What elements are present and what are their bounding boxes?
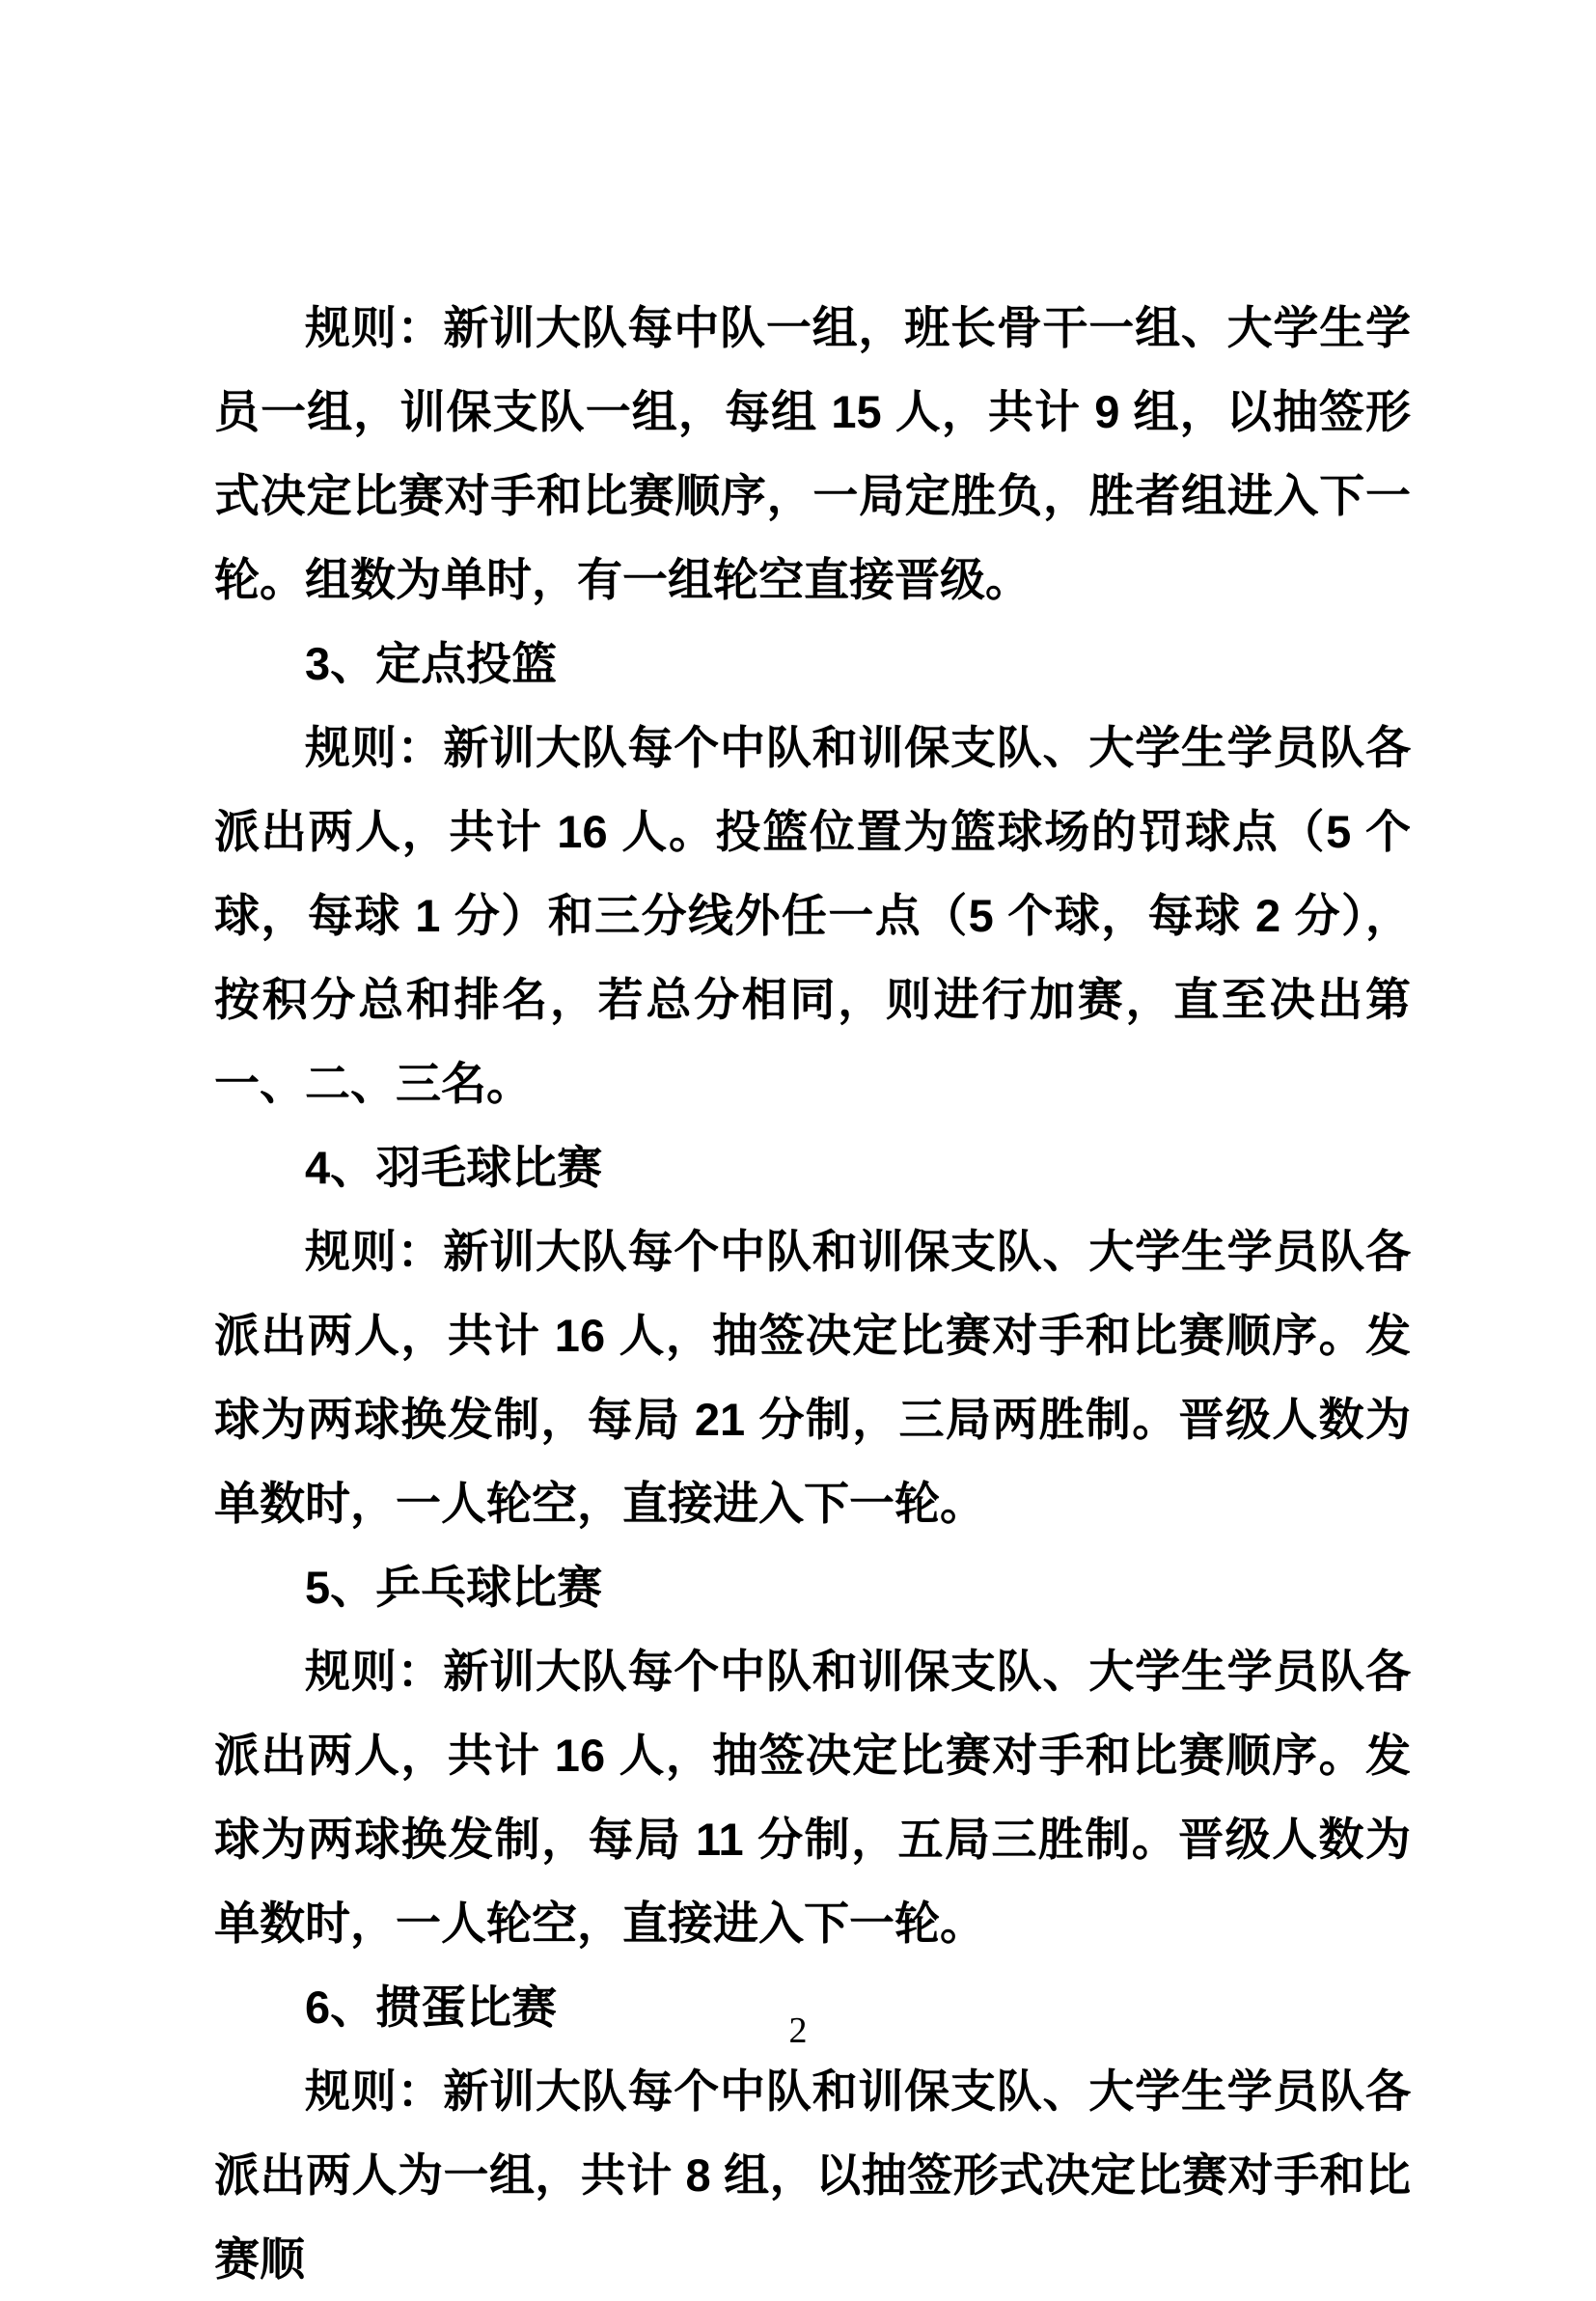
rule-paragraph-guandan: 规则：新训大队每个中队和训保支队、大学生学员队各派出两人为一组，共计 8 组，以抽签形式决定比赛对手和比赛顺 bbox=[214, 2065, 1411, 2285]
section-heading-3: 3、定点投篮 bbox=[305, 638, 558, 689]
rule-paragraph-shooting: 规则：新训大队每个中队和训保支队、大学生学员队各派出两人，共计 16 人。投篮位置为篮球场的罚球点（5 个球，每球 1 分）和三分线外任一点（5 个球，每球 2 分），按积分总和排名，若总分相同，则进行加赛，直至决出第一、二、三名。 bbox=[214, 722, 1411, 1109]
page-number: 2 bbox=[788, 2010, 808, 2051]
rule-paragraph-table-tennis: 规则：新训大队每个中队和训保支队、大学生学员队各派出两人，共计 16 人，抽签决定比赛对手和比赛顺序。发球为两球换发制，每局 11 分制，五局三胜制。晋级人数为单数时，一人轮空，直接进入下一轮。 bbox=[214, 1646, 1411, 1949]
rule-paragraph-tug-of-war: 规则：新训大队每中队一组，班长骨干一组、大学生学员一组，训保支队一组，每组 15 人，共计 9 组，以抽签形式决定比赛对手和比赛顺序，一局定胜负，胜者组进入下一轮。组数为单时，有一组轮空直接晋级。 bbox=[214, 302, 1411, 605]
section-heading-4: 4、羽毛球比赛 bbox=[305, 1142, 603, 1193]
section-heading-5: 5、乒乓球比赛 bbox=[305, 1562, 603, 1613]
rule-paragraph-badminton: 规则：新训大队每个中队和训保支队、大学生学员队各派出两人，共计 16 人，抽签决定比赛对手和比赛顺序。发球为两球换发制，每局 21 分制，三局两胜制。晋级人数为单数时，一人轮空，直接进入下一轮。 bbox=[214, 1226, 1411, 1529]
section-heading-6: 6、掼蛋比赛 bbox=[305, 1982, 558, 2033]
document-body bbox=[214, 286, 1411, 2301]
